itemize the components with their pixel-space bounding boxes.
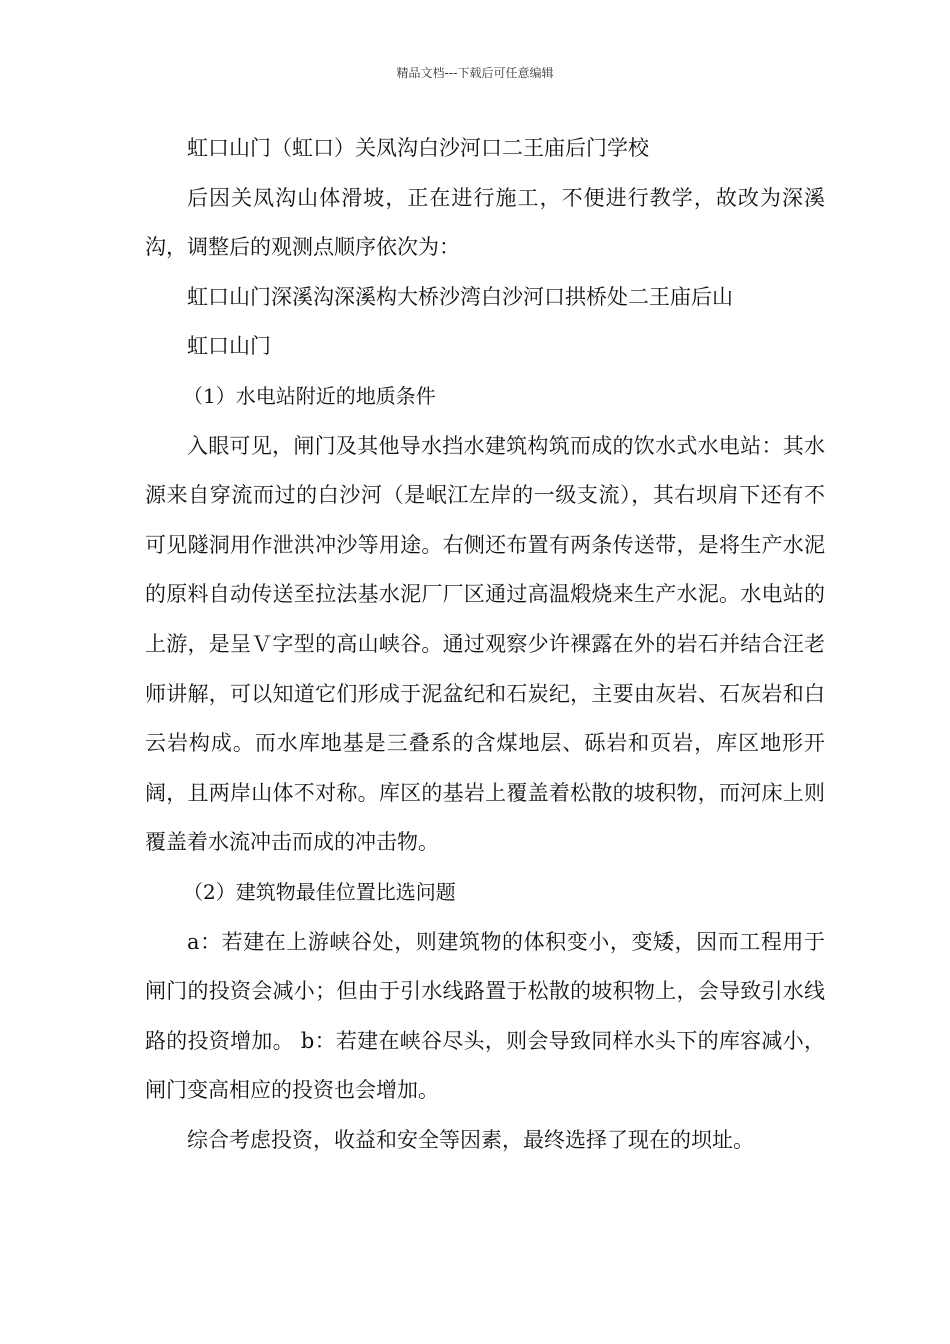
- route-adjusted: 虹口山门深溪沟深溪构大桥沙湾白沙河口拱桥处二王庙后山: [187, 284, 733, 309]
- route-change-note: 后因关凤沟山体滑坡，正在进行施工，不便进行教学，故改为深溪沟，调整后的观测点顺序依次为：: [145, 185, 825, 260]
- document-body: [145, 124, 825, 1165]
- geology-paragraph: 入眼可见，闸门及其他导水挡水建筑构筑而成的饮水式水电站：其水源来自穿流而过的白沙河（是岷江左岸的一级支流），其右坝肩下还有不可见隧洞用作泄洪冲沙等用途。右侧还布置有两条传送带，是将生产水泥的原料自动传送至拉法基水泥厂厂区通过高温煅烧来生产水泥。水电站的上游，是呈Ｖ字型的高山峡谷。通过观察少许裸露在外的岩石并结合汪老师讲解，可以知道它们形成于泥盆纪和石炭纪，主要由灰岩、石灰岩和白云岩构成。而水库地基是三叠系的含煤地层、砾岩和页岩，库区地形开阔，且两岸山体不对称。库区的基岩上覆盖着松散的坡积物，而河床上则覆盖着水流冲击而成的冲击物。: [145, 433, 825, 855]
- section-heading-1: （1）水电站附近的地质条件: [183, 383, 436, 408]
- section-heading-2: （2）建筑物最佳位置比选问题: [183, 879, 456, 904]
- page-header: 精品文档---下载后可任意编辑: [396, 66, 554, 80]
- route-original: 虹口山门（虹口）关凤沟白沙河口二王庙后门学校: [187, 136, 649, 160]
- conclusion-paragraph: 综合考虑投资，收益和安全等因素，最终选择了现在的坝址。: [187, 1127, 754, 1152]
- site-comparison-paragraph: a：若建在上游峡谷处，则建筑物的体积变小，变矮，因而工程用于闸门的投资会减小；但由于引水线路置于松散的坡积物上，会导致引水线路的投资增加。 b：若建在峡谷尽头，则会导致同样水头下的库容减小，闸门变高相应的投资也会增加。: [145, 929, 825, 1103]
- route-end-point: 虹口山门: [187, 334, 271, 359]
